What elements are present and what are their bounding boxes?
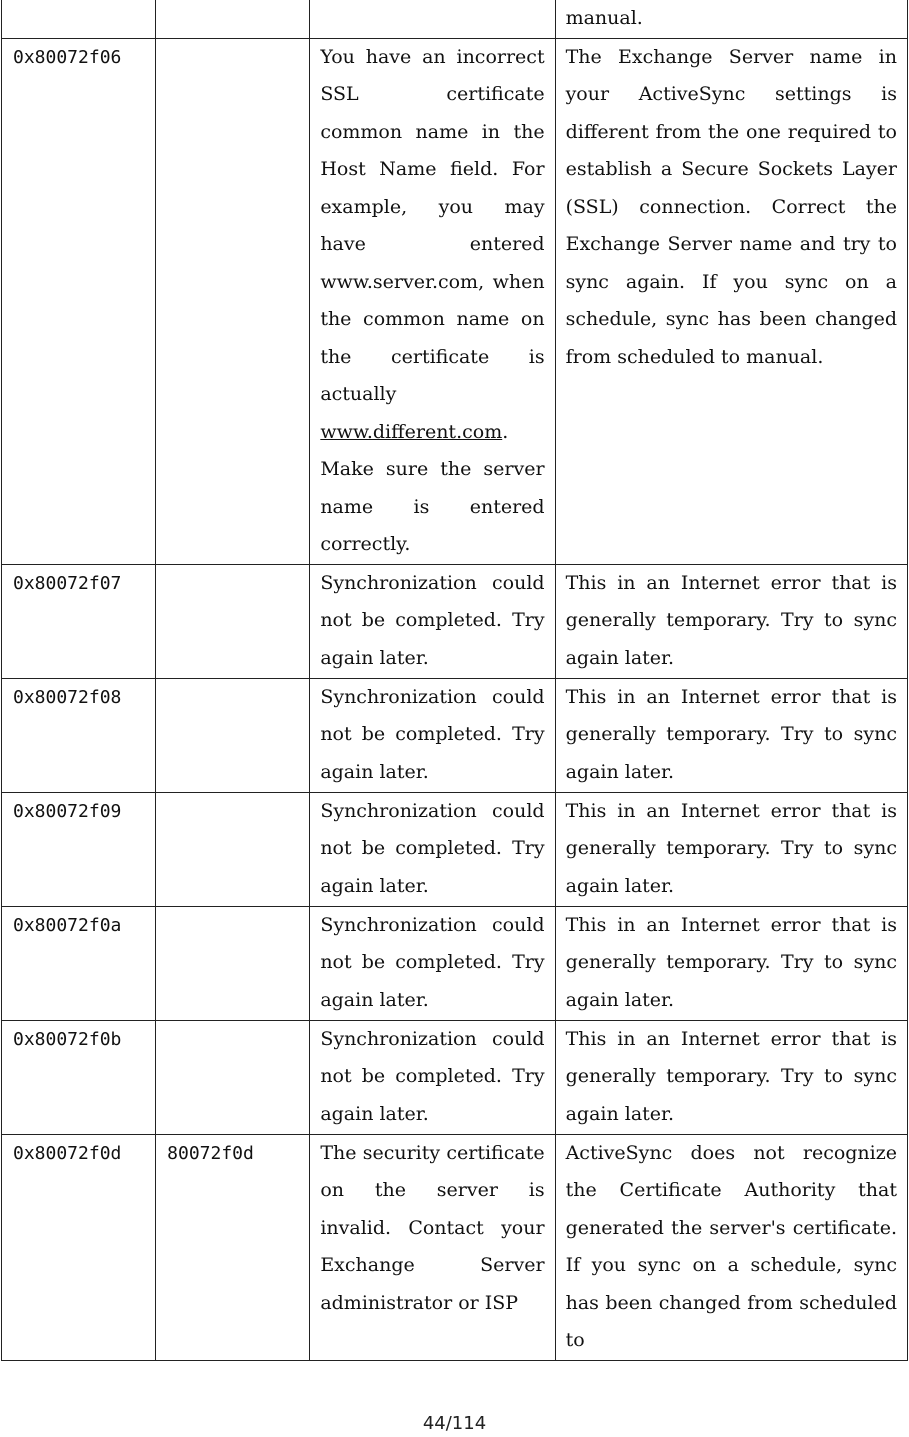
table-row: [2, 38, 908, 564]
description-cell: This in an Internet error that is generally temporary. Try to sync again later.: [555, 564, 907, 678]
table-row: [2, 792, 908, 906]
error-code-cell: 0x80072f08: [2, 678, 156, 792]
description-cell: This in an Internet error that is generally temporary. Try to sync again later.: [555, 1020, 907, 1134]
message-cell: Synchronization could not be completed. Try again later.: [310, 1020, 555, 1134]
error-code-cell: 0x80072f09: [2, 792, 156, 906]
description-cell: This in an Internet error that is generally temporary. Try to sync again later.: [555, 678, 907, 792]
description-cell: This in an Internet error that is generally temporary. Try to sync again later.: [555, 906, 907, 1020]
error-code-cell: 0x80072f0d: [2, 1134, 156, 1360]
table-row: [2, 678, 908, 792]
message-cell: Synchronization could not be completed. Try again later.: [310, 906, 555, 1020]
alt-code-cell: [156, 906, 310, 1020]
error-code-table: [1, 0, 908, 1361]
alt-code-cell: [156, 792, 310, 906]
message-cell: [310, 38, 555, 564]
message-text: You have an incorrect SSL certificate common name in the Host Name field. For example, you may have entered www.server.com, when the common name on the certificate is actually: [320, 45, 545, 405]
table-row: [2, 0, 908, 38]
alt-code-cell: [156, 564, 310, 678]
table-row: [2, 1134, 908, 1360]
description-cell: This in an Internet error that is generally temporary. Try to sync again later.: [555, 792, 907, 906]
error-code-cell: 0x80072f07: [2, 564, 156, 678]
error-code-cell: [2, 0, 156, 38]
page-number: 44/114: [422, 1413, 487, 1434]
description-cell: ActiveSync does not recognize the Certificate Authority that generated the server's certificate. If you sync on a schedule, sync has been changed from scheduled to: [555, 1134, 907, 1360]
message-cell: [310, 0, 555, 38]
message-cell: The security certificate on the server is invalid. Contact your Exchange Server administrator or ISP: [310, 1134, 555, 1360]
alt-code-cell: [156, 38, 310, 564]
alt-code-cell: [156, 0, 310, 38]
alt-code-cell: [156, 678, 310, 792]
description-cell: The Exchange Server name in your ActiveSync settings is different from the one required to establish a Secure Sockets Layer (SSL) connection. Correct the Exchange Server name and try to sync again. If you sync on a schedule, sync has been changed from scheduled to manual.: [555, 38, 907, 564]
message-cell: Synchronization could not be completed. Try again later.: [310, 678, 555, 792]
error-code-cell: 0x80072f06: [2, 38, 156, 564]
error-code-cell: 0x80072f0a: [2, 906, 156, 1020]
alt-code-cell: [156, 1020, 310, 1134]
message-cell: Synchronization could not be completed. Try again later.: [310, 792, 555, 906]
table-row: [2, 906, 908, 1020]
description-cell: manual.: [555, 0, 907, 38]
table-row: [2, 564, 908, 678]
example-domain-link[interactable]: www.different.com: [320, 420, 503, 443]
error-code-cell: 0x80072f0b: [2, 1020, 156, 1134]
message-cell: Synchronization could not be completed. Try again later.: [310, 564, 555, 678]
table-row: [2, 1020, 908, 1134]
message-text: . Make sure the server name is entered correctly.: [320, 420, 545, 555]
alt-code-cell: 80072f0d: [156, 1134, 310, 1360]
